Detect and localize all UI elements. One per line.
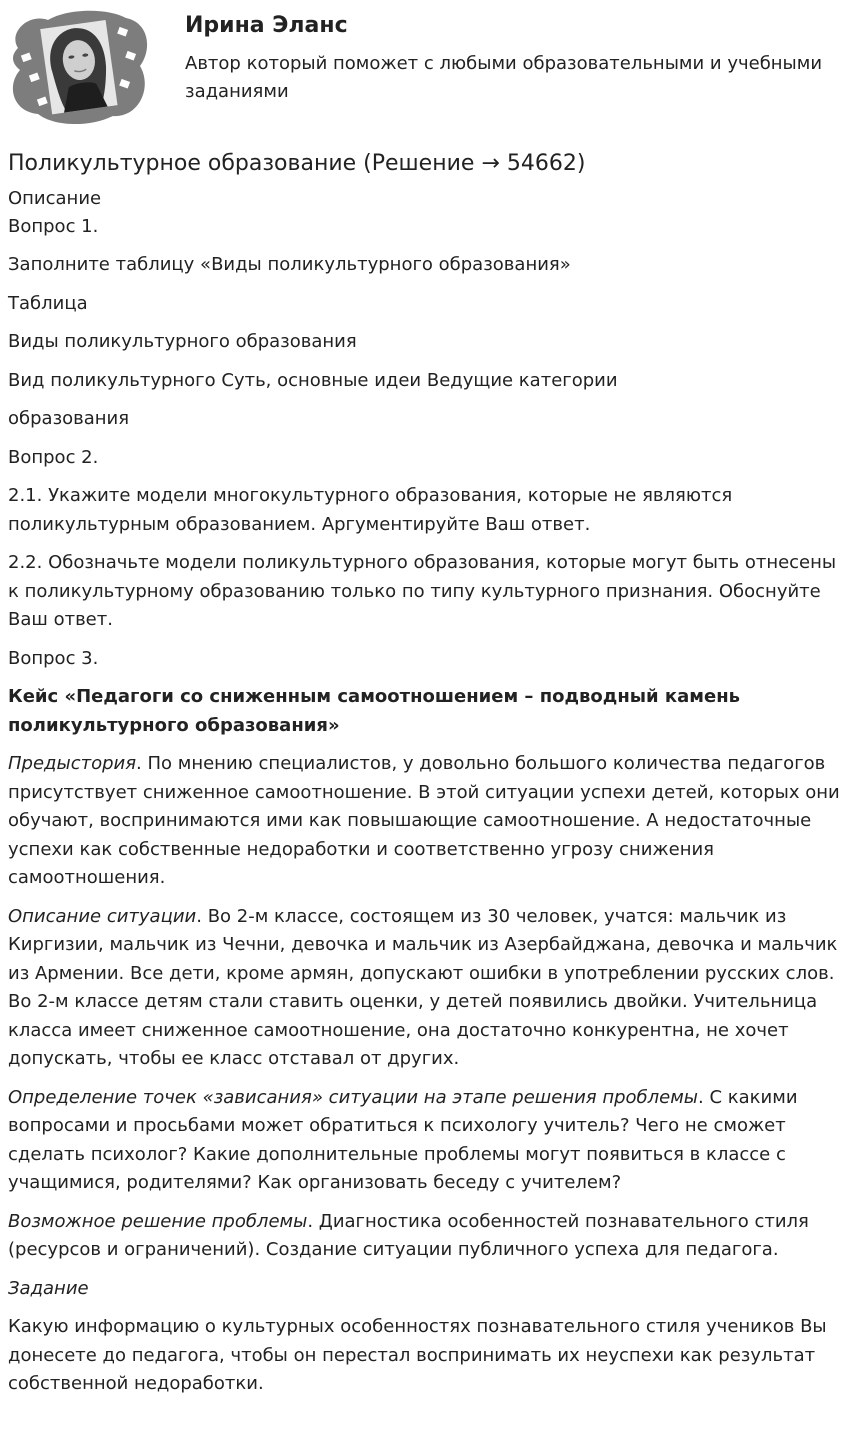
solution-label: Возможное решение проблемы bbox=[8, 1210, 308, 1232]
case-title bbox=[8, 683, 842, 740]
situation-text: . Во 2-м классе, состоящем из 30 человек, учатся: мальчик из Киргизии, мальчик из Чечни, девочка и мальчик из Азербайджана, девочка и мальчик из Армении. Все дети, кроме армян, допускают ошибки в употреблении русских слов. Во 2-м классе детям стали ставить оценки, у детей появились двойки. Учительница класса имеет сниженное самоотношение, она достаточно конкурентна, не хочет допускать, чтобы ее класс отставал от других. bbox=[8, 905, 838, 1069]
task-label-paragraph bbox=[8, 1275, 842, 1304]
situation-label: Описание ситуации bbox=[8, 905, 197, 927]
prehistory-paragraph bbox=[8, 750, 842, 893]
question-3-label: Вопрос 3. bbox=[8, 647, 99, 669]
situation-paragraph bbox=[8, 903, 842, 1074]
question-1-task: Заполните таблицу «Виды поликультурного образования» bbox=[8, 254, 571, 275]
document-content bbox=[8, 147, 842, 1409]
solution-text: . Диагностика особенностей познавательного стиля (ресурсов и ограничений). Создание ситуации публичного успеха для педагога. bbox=[8, 1210, 809, 1260]
question-2-label: Вопрос 2. bbox=[8, 446, 99, 468]
case-title-text: Кейс «Педагоги со сниженным самоотношением – подводный камень поликультурного образования» bbox=[8, 686, 741, 736]
question-2-2: 2.2. Обозначьте модели поликультурного образования, которые могут быть отнесены к поликультурному образованию только по типу культурного признания. Обоснуйте Ваш ответ. bbox=[8, 552, 837, 630]
question-2-1: 2.1. Укажите модели многокультурного образования, которые не являются поликультурным образованием. Аргументируйте Ваш ответ. bbox=[8, 485, 733, 535]
question-1-label: Вопрос 1. bbox=[8, 216, 99, 237]
prehistory-label: Предыстория bbox=[8, 753, 137, 774]
table-header: Вид поликультурного Суть, основные идеи Ведущие категории bbox=[8, 369, 618, 391]
task-text: Какую информацию о культурных особенностях познавательного стиля учеников Вы донесете до педагога, чтобы он перестал воспринимать их неуспехи как результат собственной недоработки. bbox=[8, 1316, 827, 1394]
avatar bbox=[8, 8, 150, 128]
points-label: Определение точек «зависания» ситуации на этапе решения проблемы bbox=[8, 1086, 699, 1108]
film-frame-avatar-icon bbox=[8, 8, 150, 128]
prehistory-text: . По мнению специалистов, у довольно большого количества педагогов присутствует сниженное самоотношение. В этой ситуации успехи детей, которых они обучают, воспринимаются ими как повышающие самоотношение. А недостаточные успехи как собственные недоработки и соответственно угрозу снижения самоотношения. bbox=[8, 753, 840, 888]
table-header-continued: образования bbox=[8, 408, 130, 429]
document-title: Поликультурное образование (Решение → 54662) bbox=[8, 151, 586, 176]
author-header bbox=[0, 0, 847, 135]
solution-paragraph bbox=[8, 1208, 842, 1265]
points-text: . С какими вопросами и просьбами может обратиться к психологу учитель? Чего не сможет сделать психолог? Какие дополнительные проблемы могут появиться в классе с учащимися, родителями? Как организовать беседу с учителем? bbox=[8, 1086, 798, 1193]
task-label: Задание bbox=[8, 1277, 89, 1299]
author-name: Ирина Эланс bbox=[185, 13, 348, 38]
table-label: Таблица bbox=[8, 292, 88, 314]
points-paragraph bbox=[8, 1084, 842, 1198]
table-title: Виды поликультурного образования bbox=[8, 331, 357, 352]
author-description: Автор который поможет с любыми образовательными и учебными заданиями bbox=[185, 53, 823, 102]
description-label: Описание bbox=[8, 188, 102, 209]
